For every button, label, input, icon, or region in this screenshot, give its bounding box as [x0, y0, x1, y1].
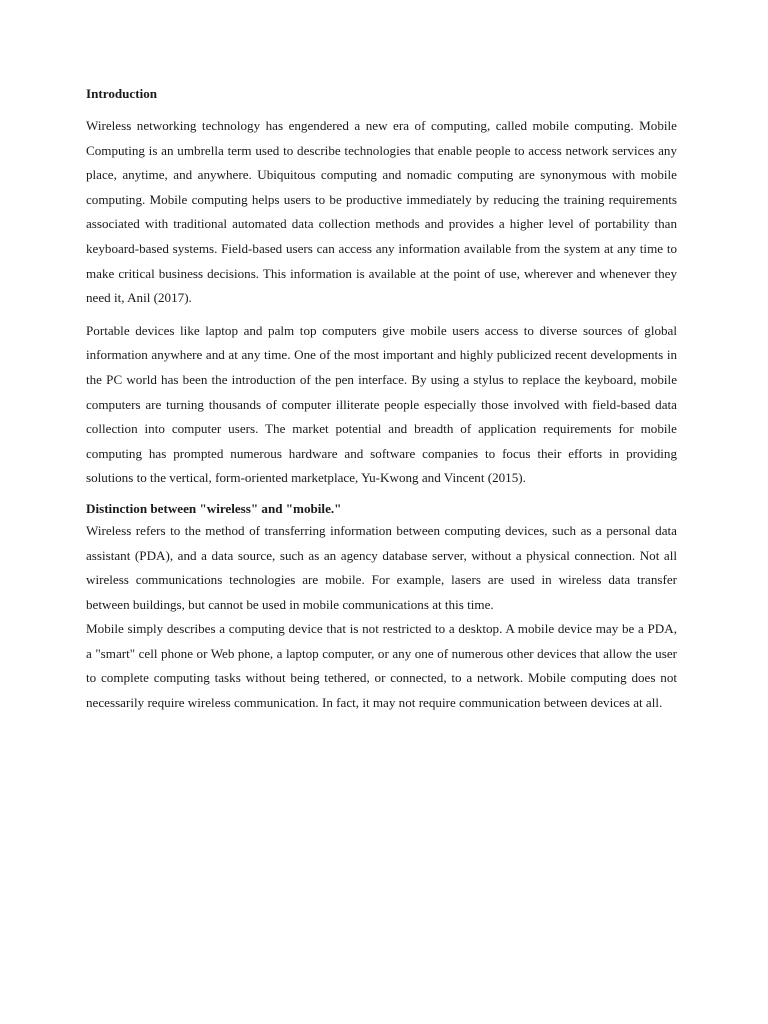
paragraph-wireless: Wireless refers to the method of transferring information between computing devices, such as a personal data assistant (PDA), and a data source, such as an agency database server, without a physical connection. Not all wireless communications technologies are mobile. For example, lasers are used in wireless data transfer between buildings, but cannot be used in mobile communications at this time. [86, 522, 677, 612]
paragraph-mobile: Mobile simply describes a computing device that is not restricted to a desktop. A mobile device may be a PDA, a "smart" cell phone or Web phone, a laptop computer, or any one of numerous other devices that allow the user to complete computing tasks without being tethered, or connected, to a network. Mobile computing does not necessarily require wireless communication. In fact, it may not require communication between devices at all. [86, 621, 677, 711]
document-page [86, 84, 677, 716]
section-heading-distinction: Distinction between "wireless" and "mobile." [86, 500, 342, 516]
paragraph-intro-1: Wireless networking technology has engendered a new era of computing, called mobile computing. Mobile Computing is an umbrella term used to describe technologies that enable people to access network services any place, anytime, and anywhere. Ubiquitous computing and nomadic computing are synonymous with mobile computing. Mobile computing helps users to be productive immediately by reducing the training requirements associated with traditional automated data collection methods and provides a higher level of portability than keyboard-based systems. Field-based users can access any information available from the system at any time to make critical business decisions. This information is available at the point of use, wherever and whenever they need it, Anil (2017). [86, 118, 677, 306]
paragraph-intro-2: Portable devices like laptop and palm top computers give mobile users access to diverse sources of global information anywhere and at any time. One of the most important and highly publicized recent developments in the PC world has been the introduction of the pen interface. By using a stylus to replace the keyboard, mobile computers are turning thousands of computer illiterate people especially those involved with field-based data collection into computer users. The market potential and breadth of application requirements for mobile computing has prompted numerous hardware and software companies to focus their efforts in providing solutions to the vertical, form-oriented marketplace, Yu-Kwong and Vincent (2015). [86, 322, 677, 486]
section-heading-introduction: Introduction [86, 86, 158, 101]
